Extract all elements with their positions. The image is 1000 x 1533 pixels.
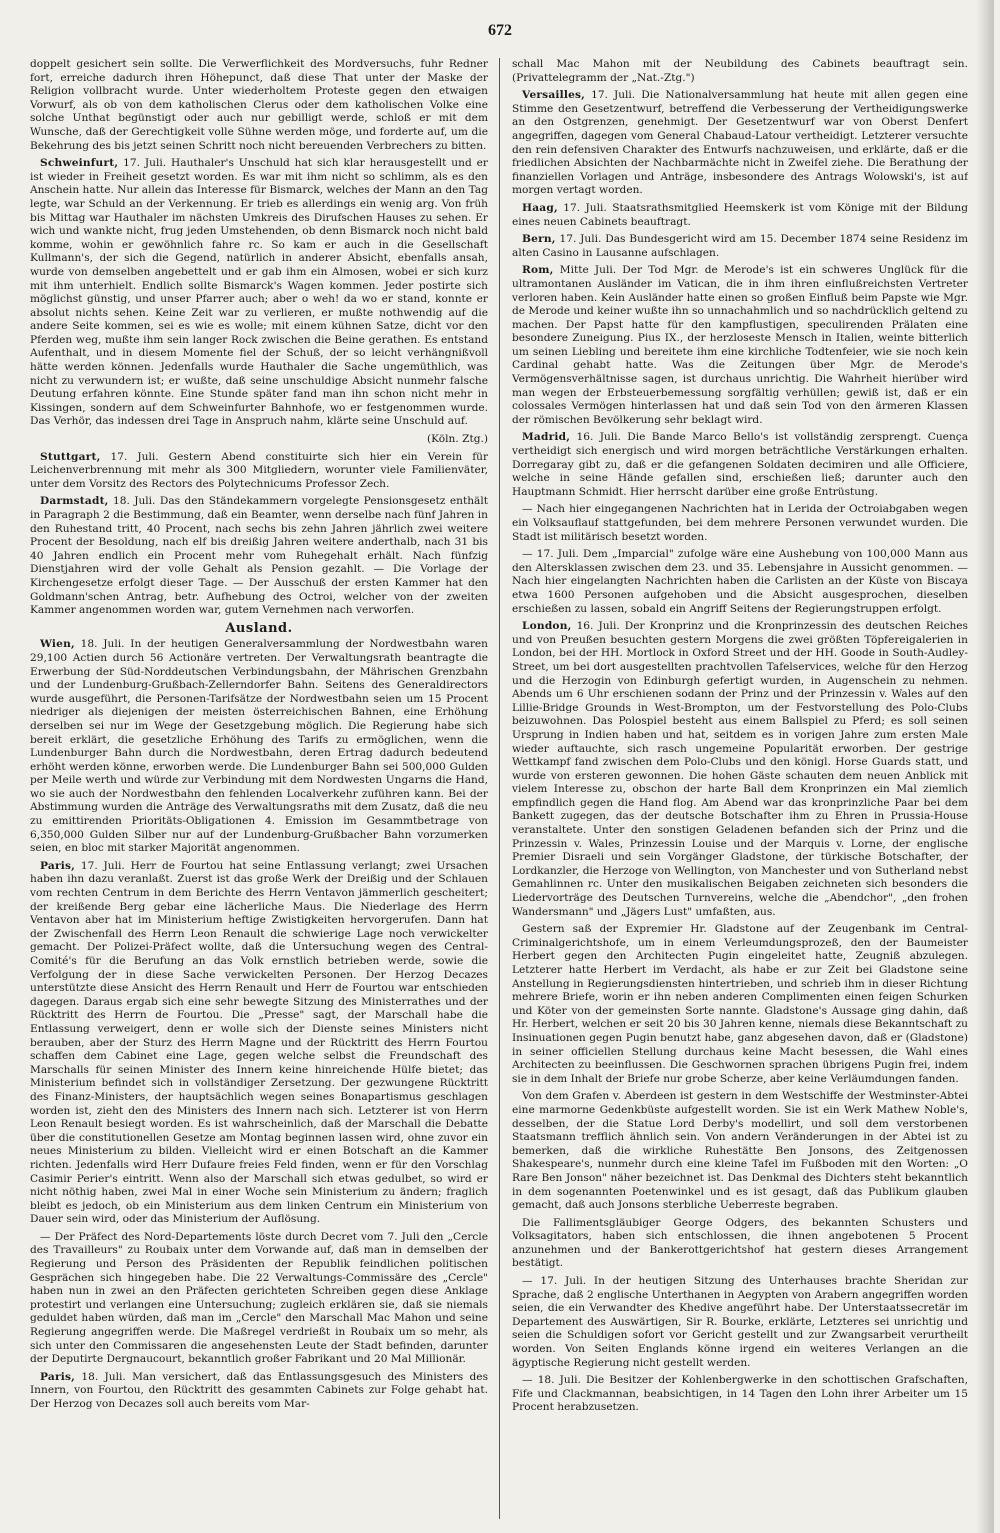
article-text: schall Mac Mahon mit der Neubildung des Cabinets beauftragt sein. (Privattelegramm der „Nat.-Ztg.") (512, 58, 968, 84)
article-paragraph (512, 431, 968, 499)
article-text: In der heutigen Generalversammlung der Nordwestbahn waren 29,100 Actien durch 56 Actionäre vertreten. Der Verwaltungsrath beantragte die Erwerbung der Süd-Norddeutschen Verbindungsbahn, der Mährischen Grenzbahn und der Lundenburg-Grußbach-Zellerndorfer Bahn. Seitens des Generaldirectors wurde ausgeführt, die Personen-Tarifsätze der Nordwestbahn seien um 15 Procent niedriger als diejenigen der meisten österreichischen Bahnen, eine Erhöhung derselben sei nur im Wege der Gesetzgebung möglich. Die Regierung habe sich bereit erklärt, die gesetzliche Erhöhung des Tarifs zu ermöglichen, wenn die Lundenburger Bahn durch die Nordwestbahn, deren Ertrag dadurch bedeutend erhöht werden könne, erworben werde. Die Lundenburger Bahn sei 500,000 Gulden per Meile werth und würde zur Verbindung mit dem Nordwesten Ungarns die Hand, wo sie auch der Nordwestbahn den fehlenden Localverkehr zuführen kann. Bei der Abstimmung wurden die Anträge des Verwaltungsraths mit dem Zusatz, daß die neu zu emittirenden Prioritäts-Obligationen 4. Emission im Gesammtbetrage von 6,350,000 Gulden Silber nur auf der Lundenburg-Grußbacher Bahn vorzumerken seien, en bloc mit starker Majorität angenommen. (30, 638, 488, 855)
article-text: Von dem Grafen v. Aberdeen ist gestern in dem Westschiffe der Westminster-Abtei eine marmorne Gedenkbüste aufgestellt worden. Sie ist ein Werk Mathew Noble's, desselben, der die Statue Lord Derby's modellirt, und soll dem verstorbenen Staatsmann trefflich ähnlich sein. Von andern Veränderungen in der Abtei ist zu bemerken, daß die wirkliche Ruhestätte Ben Jonsons, des Zeitgenossen Shakespeare's, nunmehr durch eine kleine Tafel im Fußboden mit den Worten: „O Rare Ben Jonson" näher bezeichnet ist. Das Denkmal des Dichters steht bekanntlich in dem sogenannten Poetenwinkel und es ist gesagt, daß das Publikum glauben gemacht, daß auch Jonsons sterbliche Ueberreste begraben. (512, 1090, 968, 1212)
article-text: — 17. Juli. In der heutigen Sitzung des Unterhauses brachte Sheridan zur Sprache, daß 2 englische Unterthanen in Aegypten von Arabern angegriffen worden seien, die ein Verwandter des Khedive angeführt habe. Der Unterstaatssecretär im Departement des Auswärtigen, Sir R. Bourke, erklärte, Letzteres sei unrichtig und seien die Schuldigen sofort vor Gericht gestellt und zur Zwangsarbeit verurtheilt worden. Von Seiten Englands könne irgend ein weiteres Verlangen an die ägyptische Regierung nicht gestellt werden. (512, 1275, 968, 1369)
dateline: Bern, (522, 233, 556, 246)
article-date: 17. Juli. (591, 89, 636, 102)
article-paragraph (512, 264, 968, 427)
article-text: — Nach hier eingegangenen Nachrichten hat in Lerida der Octroiabgaben wegen ein Volksauflauf stattgefunden, bei dem mehrere Personen verwundet wurden. Die Stadt ist militärisch besetzt worden. (512, 503, 968, 543)
article-date: 16. Juli. (576, 620, 620, 633)
article-paragraph (512, 923, 968, 1086)
article-date: 18. Juli. (81, 1370, 126, 1383)
article-paragraph (512, 58, 968, 85)
article-paragraph (512, 1275, 968, 1370)
dateline: Madrid, (522, 431, 571, 444)
page-number: 672 (488, 22, 512, 39)
dateline: Haag, (522, 201, 558, 214)
article-text: Der Tod Mgr. de Merode's ist ein schweres Unglück für die ultramontanen Ausländer im Vatican, die in ihm ihren einflußreichsten Vertreter verloren haben. Kein Ausländer hatte einen so großen Einfluß beim Papste wie Mgr. de Merode und keiner wußte ihn so unnachahmlich und so nachdrücklich geltend zu machen. Der Papst hatte für den kampflustigen, speculirenden Prälaten eine besondere Zuneigung. Pius IX., der herzloseste Mensch in Italien, weinte bitterlich um seinen Liebling und bereitete ihm eine kirchliche Todtenfeier, wie sie noch kein Cardinal gehabt hatte. Was die Zeitungen über Mgr. de Merode's Vermögensverhältnisse sagen, ist durchaus unrichtig. Die Wahrheit hierüber wird man wegen der Erbsteuerbemessung sorgfältig verhüllen; gewiß ist, daß er ein colossales Vermögen hinterlassen hat und daß sein Tod von den ärmeren Klassen der römischen Bevölkerung sehr beklagt wird. (512, 264, 968, 426)
article-paragraph (30, 157, 488, 429)
article-text: Gestern Abend constituirte sich hier ein Verein für Leichenverbrennung mit mehr als 300 Mitgliedern, worunter viele Familienväter, unter dem Vorsitz des Rectors des Polytechnicums Professor Zech. (30, 450, 488, 490)
article-text: — 18. Juli. Die Besitzer der Kohlenbergwerke in den schottischen Grafschaften, Fife und Clackmannan, beabsichtigen, in 14 Tagen den Lohn ihrer Arbeiter um 15 Procent herabzusetzen. (512, 1374, 968, 1414)
dateline: Darmstadt, (40, 495, 109, 508)
source-citation: (Köln. Ztg.) (427, 433, 488, 446)
article-paragraph (512, 1217, 968, 1271)
article-date: 17. Juli. (123, 157, 167, 170)
right-column (512, 58, 968, 1519)
scan-edge-shadow (976, 0, 994, 1533)
article-text: — 17. Juli. Dem „Imparcial" zufolge wäre eine Aushebung von 100,000 Mann aus den Altersklassen zwischen dem 23. und 35. Lebensjahre in Aussicht genommen. — Nach hier eingelangten Nachrichten haben die Carlisten an der Küste von Biscaya etwa 1600 Personen aufgehoben und die Absicht ausgesprochen, dieselben erschießen zu lassen, sobald ein Angriff Seitens der Regierungstruppen erfolgt. (512, 548, 968, 615)
article-paragraph (512, 233, 968, 260)
article-paragraph (512, 1374, 968, 1415)
article-text: Staatsrathsmitglied Heemskerk ist vom Könige mit der Bildung eines neuen Cabinets beauftragt. (512, 201, 968, 228)
article-date: Mitte Juli. (559, 264, 617, 277)
article-paragraph (30, 495, 488, 617)
dateline: Paris, (40, 859, 76, 872)
dateline: Rom, (522, 264, 554, 277)
article-text: Die Bande Marco Bello's ist vollständig zersprengt. Cuença vertheidigt sich energisch und wird morgen beträchtliche Verstärkungen erhalten. Dorregaray gibt zu, daß er die gefangenen Soldaten decimiren und alle Officiere, welche in seine Hände gefallen sind, erschießen ließ; darunter auch den Hauptmann Schmidt. Hier herrscht darüber eine große Entrüstung. (512, 431, 968, 498)
article-text: — Der Präfect des Nord-Departements löste durch Decret vom 7. Juli den „Cercle des Travailleurs" zu Roubaix unter dem Vorwande auf, daß man in demselben der Regierung und Person des Präsidenten der Republik feindlichen politischen Gesprächen sich hingegeben habe. Die 22 Verwaltungs-Commissäre des „Cercle" haben nun in zwei an den Präfecten gerichteten Schreiben gegen diese Anklage protestirt und verlangen eine Untersuchung; zugleich erklären sie, daß sie niemals geduldet haben würden, daß man im „Cercle" den Marschall Mac Mahon und seine Regierung angegriffen werde. Die Maßregel verdrießt in Roubaix um so mehr, als sich unter den Commissaren die angesehensten Leute der Stadt befinden, darunter der Deputirte Dergnaucourt, bekanntlich großer Fabrikant und 20 Mal Millionär. (30, 1230, 488, 1366)
article-date: 17. Juli. (559, 233, 602, 246)
article-paragraph (30, 1371, 488, 1412)
dateline: Schweinfurt, (40, 157, 119, 170)
dateline: Stuttgart, (40, 450, 101, 463)
article-text: Die Fallimentsgläubiger George Odgers, des bekannten Schusters und Volksagitators, haben sich entschlossen, die ihnen angebotenen 5 Procent anzunehmen und der Bankerottgerichtshof hat gestern dieses Arrangement bestätigt. (512, 1216, 968, 1270)
article-text: Der Kronprinz und die Kronprinzessin des deutschen Reiches und von Preußen besuchten gestern Morgens die zwei größten Töpfereigalerien in London, bei der HH. Mortlock in Oxford Street und der HH. Goode in South-Audley-Street, um bei dort ausgestellten prachtvollen Tafelservices, welche für den Herzog und die Herzogin von Edinburgh gefertigt wurden, in Augenschein zu nehmen. Abends um 6 Uhr erschienen sodann der Prinz und der Prinzessin v. Wales auf den Lillie-Bridge Grounds in West-Brompton, um der Festvorstellung des Polo-Clubs beizuwohnen. Das Polospiel besteht aus einem Ballspiel zu Pferd; es soll seinen Ursprung in Indien haben und hat, seitdem es in vorigen Jahre zum ersten Male wieder auftauchte, sich rasch ungemeine Popularität erworben. Der gestrige Wettkampf fand zwischen dem Polo-Clubs und den königl. Horse Guards statt, und wurde von ersteren gewonnen. Die hohen Gäste schauten dem neuen Anblick mit vielem Interesse zu, obschon der harte Ball dem Kronprinzen ein Mal ziemlich empfindlich gegen die Hand flog. Am Abend war das kronprinzliche Paar bei dem Bankett zugegen, das der deutsche Botschafter ihm zu Ehren in Prussia-House veranstaltete. Unter den sonstigen Geladenen befanden sich der Prinz und die Prinzessin v. Wales, Prinzessin Louise und der Marquis v. Lorne, der englische Premier Disraeli und sein Vorgänger Gladstone, der türkische Botschafter, der Lordkanzler, die Herzoge von Wellington, von Manchester und von Sutherland nebst Gemahlinnen rc. Unter den musikalischen Beigaben zeichneten sich besonders die Liedervorträge des Deutschen Turnvereins, welche die „Abendchor", „den frohen Wandersmann" und „Jägers Lust" umfaßten, aus. (512, 620, 968, 918)
left-column (30, 58, 488, 1519)
article-date: 16. Juli. (576, 431, 621, 444)
article-text: doppelt gesichert sein sollte. Die Verwerflichkeit des Mordversuchs, fuhr Redner fort, erreiche dadurch ihren Höhepunct, daß diese That unter der Maske der Religion vollbracht wurde. Unter wiederholtem Proteste gegen den etwaigen Vorwurf, als ob von dem katholischen Clerus oder dem katholischen Volke eine solche Unthat begünstigt oder auch nur gebilligt werde, schloß er mit dem Wunsche, daß der Gerechtigkeit volle Sühne werden möge, und forderte auf, um die Bekehrung des bis jetzt seinen Schritt noch nicht bereuenden Verbrechers zu bitten. (30, 58, 488, 152)
article-date: 17. Juli. (110, 450, 159, 463)
article-text: Das den Ständekammern vorgelegte Pensionsgesetz enthält in Paragraph 2 die Bestimmung, daß ein Beamter, wenn derselbe nach fünf Jahren in den Ruhestand tritt, 40 Procent, nach sechs bis zehn Jahren jährlich zwei weitere Procent der Besoldung, nach elf bis dreißig Jahren weitere anderthalb, nach 31 bis 40 Jahren endlich ein Procent mehr vom Ruhegehalt erhält. Nach fünfzig Dienstjahren wird der volle Gehalt als Pension gezahlt. — Die Vorlage der Kirchengesetze erfolgt dieser Tage. — Der Ausschuß der ersten Kammer hat den Goldmann'schen Antrag, betr. Aufhebung des Octroi, welcher von der zweiten Kammer angenommen worden war, gutem Vernehmen nach verworfen. (30, 495, 488, 617)
article-paragraph (512, 548, 968, 616)
dateline: London, (522, 620, 572, 633)
section-heading: Ausland. (225, 620, 293, 636)
article-paragraph (30, 638, 488, 856)
article-text: Herr de Fourtou hat seine Entlassung verlangt; zwei Ursachen haben ihn dazu veranlaßt. Zuerst ist das große Werk der Dreißig und der Schlauen vom rechten Centrum in dem Berichte des Herrn Ventavon jämmerlich gescheitert; der kreißende Berg gebar eine lächerliche Maus. Die Niederlage des Herrn Ventavon aber hat im Ministerium heftige Zwistigkeiten hervorgerufen. Dann hat der Zwischenfall des Herrn Leon Renault die schwierige Lage noch verwickelter gemacht. Der Polizei-Präfect wollte, daß die Untersuchung wegen des Central-Comité's für die Berufung an das Volk ernstlich betrieben werde, sowie die Verfolgung der in diese Sache verwickelten Personen. Der Herzog Decazes unterstützte diese Ansicht des Herrn Renault und Herr de Fourtou war entschieden dagegen. Daraus ergab sich eine sehr bewegte Sitzung des Ministerrathes und der Rücktritt des Herrn de Fourtou. Die „Presse" sagt, der Marschall habe die Entlassung verweigert, denn er wolle sich der Dienste seines Ministers nicht berauben, aber der Sturz des Herrn Magne und der Rücktritt des Herrn Fourtou schaffen dem Cabinet eine Lage, gegen welche selbst die Freundschaft des Marschalls für seinen Minister des Innern keine hinreichende Hülfe bietet; das Ministerium befindet sich in vollständiger Zersetzung. Der gezwungene Rücktritt des Finanz-Ministers, der hauptsächlich wegen seines Bonapartismus geschlagen worden ist, zieht den des Ministers des Innern nach sich. Letzterer ist von Herrn Leon Renault besiegt worden. Es ist wahrscheinlich, daß der Marschall die Debatte über die constitutionellen Gesetze am Montag beginnen lassen wird, ohne zuvor ein neues Ministerium zu bilden. Vielleicht wird er einen Botschaft an die Kammer richten. Jedenfalls wird Herr Dufaure freies Feld finden, wenn er für den Vorschlag Casimir Perier's eintritt. Wenn also der Marschall sich etwas gedulbet, so wird er nicht nöthig haben, zwei Mal in einer Woche sein Ministerium zu ändern; fraglich bleibt es jedoch, ob ein Ministerium aus dem linken Centrum ein Ministerium von Dauer sein wird, oder das Ministerium der Auflösung. (30, 859, 488, 1226)
dateline: Paris, (40, 1370, 76, 1383)
dateline: Versailles, (522, 89, 586, 102)
dateline: Wien, (40, 638, 75, 651)
article-text: Hauthaler's Unschuld hat sich klar herausgestellt und er ist wieder in Freiheit gesetzt worden. Es war mit ihm nicht so schlimm, als es den Anschein hatte. Nur allein das Interesse für Bismarck, welches der Mann an den Tag legte, war Schuld an der Verkennung. Er trieb es allerdings ein wenig arg. Von früh bis Mittag war Hauthaler im nächsten Umkreis des Dirufschen Hauses zu sehen. Er wich und wankte nicht, frug jeden Umstehenden, ob denn Bismarck noch nicht bald komme, wohin er gewöhnlich fahre rc. So kam er auch in die Gesellschaft Kullmann's, der sich die Gegend, natürlich in anderer Absicht, ebenfalls ansah, wurde von demselben angebettelt und er gab ihm ein Almosen, wobei er sich kurz mit ihm unterhielt. Endlich sollte Bismarck's Wagen kommen. Jeder postirte sich möglichst günstig, und unser Pfarrer auch; aber o weh! da wo er stand, konnte er absolut nichts sehen. Keine Zeit war zu verlieren, er mußte nothwendig auf die andere Seite kommen, sei es wie es wolle; mit einem kühnen Satze, dicht vor den Pferden weg, mußte ihm sein langer Rock zwischen die Beine gerathen. Es entstand Aufenthalt, und in diesem Momente fiel der Schuß, der so leicht verhängnißvoll hätte werden können. Jedenfalls wurde Hauthaler die Sache ungemüthlich, was nicht zu verwundern ist; er wußte, daß seine unschuldige Absicht nunmehr falsche Deutung erfahren könnte. Eine Stunde später fand man ihn schon nicht mehr in Kissingen, sondern auf dem Schweinfurter Bahnhofe, wo er festgenommen wurde. Das Verhör, das indessen drei Tage in Anspruch nahm, klärte seine Unschuld auf. (30, 157, 488, 428)
article-paragraph (512, 503, 968, 544)
article-date: 18. Juli. (112, 495, 156, 508)
article-text: Gestern saß der Expremier Hr. Gladstone auf der Zeugenbank im Central-Criminalgerichtshofe, um in einem Verleumdungsprozeß, den der Baumeister Herbert gegen den Architecten Pugin eingeleitet hatte, Zeugniß abzulegen. Letzterer hatte Herbert im Verdacht, als habe er zur Zeit bei Gladstone seine Anstellung in Regierungsdiensten hintertrieben, und schrieb ihm in dieser Richtung mehrere Briefe, worin er ihn neben anderen Complimenten einen feigen Schurken und Köter von der gemeinsten Sorte nannte. Gladstone's Aussage ging dahin, daß Hr. Herbert, welchen er seit 20 bis 30 Jahren kenne, niemals diese Bekanntschaft zu Insinuationen gegen Pugin benutzt habe, ganz abgesehen davon, daß er (Gladstone) in seiner officiellen Stellung durchaus keine Macht besessen, die Wahl eines Architecten zu beeinflussen. Die Geschwornen sprachen übrigens Pugin frei, indem sie in dem Inhalt der Briefe nur grobe Scherze, aber keine Verläumdungen fanden. (512, 923, 968, 1085)
article-paragraph (30, 451, 488, 492)
article-paragraph (30, 1231, 488, 1367)
article-text: Die Nationalversammlung hat heute mit allen gegen eine Stimme den Gesetzentwurf, betreffend die Verbesserung der Vertheidigungswerke an den Ostgrenzen, genehmigt. Der Gesetzentwurf war von Oberst Denfert angegriffen, dagegen vom General Chabaud-Latour vertheidigt. Letzterer versuchte den rein defensiven Charakter des Entwurfs nachzuweisen, und erklärte, daß er die friedlichen Absichten der Nachbarmächte nicht in Zweifel ziehe. Die Berathung der finanziellen Vorlagen und Anträge, insbesondere des Antrags Wolowski's, ist auf morgen vertagt worden. (512, 89, 968, 197)
article-text: Das Bundesgericht wird am 15. December 1874 seine Residenz im alten Casino in Lausanne aufschlagen. (512, 233, 968, 259)
article-date: 17. Juli. (563, 201, 607, 214)
column-divider (499, 58, 500, 1519)
article-paragraph (512, 1090, 968, 1212)
article-paragraph (512, 89, 968, 198)
article-paragraph (512, 202, 968, 229)
article-date: 17. Juli. (80, 859, 125, 872)
article-paragraph (30, 58, 488, 153)
article-paragraph (30, 860, 488, 1227)
article-paragraph (512, 620, 968, 919)
article-text: Man versichert, daß das Entlassungsgesuch des Ministers des Innern, von Fourtou, den Rücktritt des gesammten Cabinets zur Folge gehabt hat. Der Herzog von Decazes soll auch bereits vom Mar- (30, 1370, 488, 1410)
article-date: 18. Juli. (80, 638, 125, 651)
